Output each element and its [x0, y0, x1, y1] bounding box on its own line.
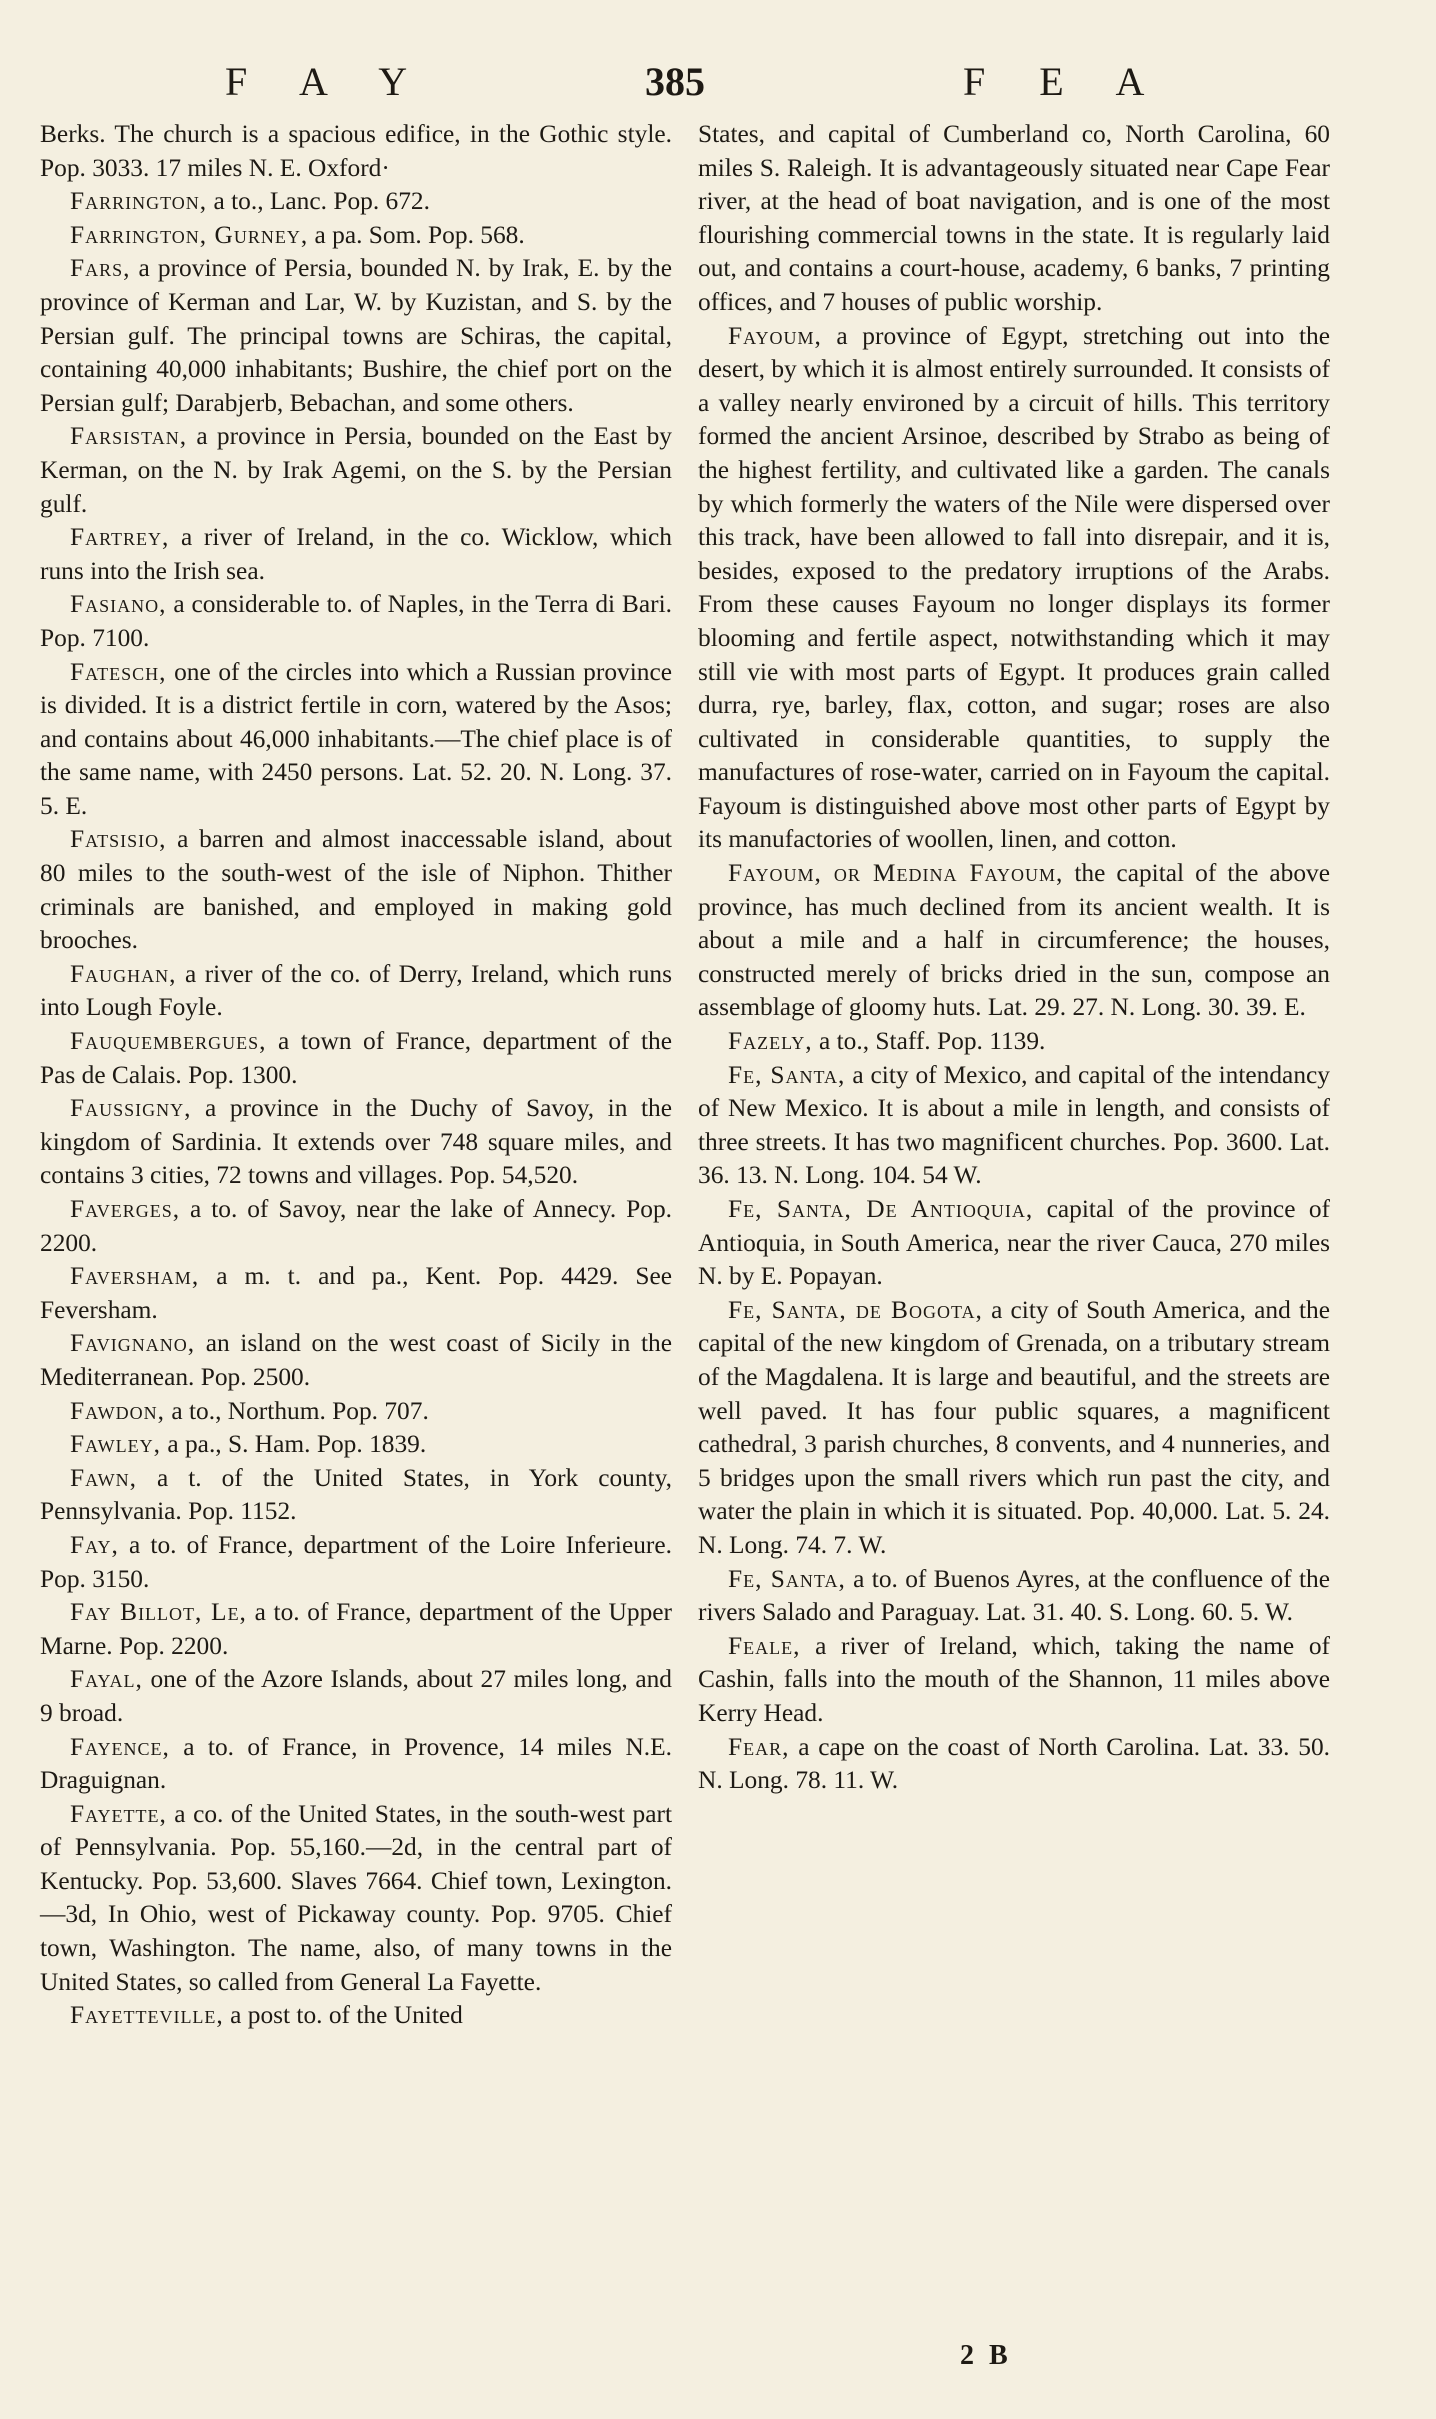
entry-text: the capital of the above province, has much declined from its ancient wealth. It is about a mile and a half in circumference; the houses, constructed merely of bricks dried in the sun, compose an assemblage of gloomy huts. Lat. 29. 27. N. Long. 30. 39. E. — [698, 859, 1330, 1022]
gazetteer-entry — [40, 958, 672, 1025]
entry-headword: Faverges, — [70, 1195, 181, 1223]
entry-headword: Fayoum, or Medina Fayoum, — [728, 859, 1064, 888]
gazetteer-entry — [698, 1193, 1330, 1294]
entry-headword: Faughan, — [70, 959, 177, 988]
gazetteer-entry — [40, 185, 672, 219]
entry-headword: Fawley, — [70, 1430, 162, 1459]
entry-text: a province of Egypt, stretching out into the desert, by which it is almost entirely surrounded. It consists of a valley nearly environed by a circuit of hills. This territory formed the ancient Arsinoe, described by Strabo as being of the highest fertility, and cultivated like a garden. The canals by which formerly the waters of the Nile were dispersed over this track, have been allowed to fall into disrepair, and it is, besides, exposed to the predatory irruptions of the Arabs. From these causes Fayoum no longer displays its former blooming and fertile aspect, notwithstanding which it may still vie with most parts of Egypt. It produces grain called durra, rye, barley, flax, cotton, and sugar; roses are also cultivated in considerable quantities, to supply the manufactures of rose-water, carried on in Fayoum the capital. Fayoum is distinguished above most other parts of Egypt by its manufactories of woollen, linen, and cotton. — [698, 321, 1330, 854]
entry-text: a city of South America, and the capital of the new kingdom of Grenada, on a tributary stream of the Magdalena. It is large and beautiful, and the streets are well paved. It has four public squares, a magnificent cathedral, 3 parish churches, 8 convents, and 4 nunneries, and 5 bridges upon the small rivers which run past the city, and water the plain in which it is situated. Pop. 40,000. Lat. 5. 24. N. Long. 74. 7. W. — [698, 1295, 1331, 1559]
gazetteer-entry — [40, 252, 672, 420]
entry-text: a considerable to. of Naples, in the Terra di Bari. Pop. 7100. — [40, 590, 672, 652]
entry-headword: Fay, — [70, 1530, 119, 1559]
gazetteer-entry — [40, 1092, 672, 1193]
gazetteer-entry — [40, 1596, 672, 1663]
gazetteer-entry — [698, 1025, 1330, 1059]
entry-headword: Feale, — [728, 1631, 801, 1660]
entry-headword: Farrington, — [70, 187, 208, 216]
entry-headword: Fe, Santa, — [728, 1564, 846, 1593]
right-column — [698, 118, 1330, 1798]
gazetteer-entry — [40, 1999, 672, 2033]
gazetteer-entry — [40, 219, 672, 253]
entry-headword: Fay Billot, Le, — [70, 1598, 247, 1627]
gazetteer-entry — [698, 1059, 1330, 1193]
gazetteer-entry — [698, 1731, 1330, 1798]
entry-headword: Fayette, — [70, 1799, 167, 1828]
entry-headword: Fatesch, — [70, 657, 167, 686]
gazetteer-entry — [40, 1428, 672, 1462]
header-left-guide-word: F A Y — [225, 59, 430, 104]
gazetteer-entry — [40, 1193, 672, 1260]
entry-text: an island on the west coast of Sicily in the Mediterranean. Pop. 2500. — [40, 1329, 672, 1391]
entry-text: a co. of the United States, in the south-west part of Pennsylvania. Pop. 55,160.—2d, in the central part of Kentucky. Pop. 53,600. Slaves 7664. Chief town, Lexington.—3d, In Ohio, west of Pickaway county. Pop. 9705. Chief town, Washington. The name, also, of many towns in the United States, so called from General La Fayette. — [40, 1799, 672, 1996]
entry-headword: Fauquembergues, — [70, 1027, 267, 1056]
entry-headword: Fazely, — [728, 1027, 813, 1056]
entry-text: a to., Lanc. Pop. 672. — [207, 187, 430, 216]
gazetteer-entry — [40, 656, 672, 824]
page-number: 385 — [645, 59, 705, 104]
entry-text: Berks. The church is a spacious edifice, in the Gothic style. Pop. 3033. 17 miles N. E. Oxford· — [40, 120, 672, 182]
entry-headword: Fe, Santa, — [728, 1060, 846, 1089]
entry-text: a to., Staff. Pop. 1139. — [812, 1027, 1046, 1056]
entry-text: a m. t. and pa., Kent. Pop. 4429. See Feversham. — [40, 1262, 672, 1324]
gazetteer-entry — [40, 1462, 672, 1529]
running-header — [0, 58, 1436, 106]
entry-text: States, and capital of Cumberland co, North Carolina, 60 miles S. Raleigh. It is advantageously situated near Cape Fear river, at the head of boat navigation, and is one of the most flourishing commercial towns in the state. It is regularly laid out, and contains a court-house, academy, 6 banks, 7 printing offices, and 7 houses of public worship. — [698, 120, 1330, 316]
gazetteer-entry — [40, 823, 672, 957]
gazetteer-entry — [40, 588, 672, 655]
gazetteer-entry — [698, 857, 1330, 1025]
entry-headword: Fe, Santa, De Antioquia, — [728, 1195, 1034, 1223]
gazetteer-entry — [698, 1563, 1330, 1630]
entry-text: a river of Ireland, in the co. Wicklow, which runs into the Irish sea. — [40, 523, 672, 585]
entry-headword: Favignano, — [70, 1329, 196, 1358]
entry-headword: Fawn, — [70, 1463, 138, 1492]
entry-text: a barren and almost inaccessable island, about 80 miles to the south-west of the isle of Niphon. Thither criminals are banished, and employed in making gold brooches. — [40, 825, 672, 955]
gazetteer-entry — [40, 1025, 672, 1092]
entry-headword: Fatsisio, — [70, 825, 167, 854]
entry-text: a to. of France, in Provence, 14 miles N.E. Draguignan. — [40, 1732, 672, 1795]
entry-text: a to. of France, department of the Upper Marne. Pop. 2200. — [40, 1598, 673, 1660]
entry-text: a pa., S. Ham. Pop. 1839. — [161, 1430, 427, 1459]
entry-headword: Fars, — [70, 254, 131, 283]
entry-text: a province in Persia, bounded on the East by Kerman, on the N. by Irak Agemi, on the S. by the Persian gulf. — [40, 422, 672, 518]
signature-mark: 2 B — [960, 2340, 1012, 2371]
gazetteer-entry — [40, 1260, 672, 1327]
gazetteer-entry — [698, 1294, 1330, 1563]
left-column — [40, 118, 672, 2033]
entry-headword: Faversham, — [70, 1262, 200, 1291]
entry-text: a pa. Som. Pop. 568. — [308, 220, 525, 249]
entry-headword: Fayoum, — [728, 321, 822, 350]
gazetteer-entry — [40, 1529, 672, 1596]
gazetteer-entry — [40, 1327, 672, 1394]
gazetteer-entry — [698, 118, 1330, 320]
entry-text: a province in the Duchy of Savoy, in the kingdom of Sardinia. It extends over 748 square miles, and contains 3 cities, 72 towns and villages. Pop. 54,520. — [40, 1094, 672, 1190]
entry-text: capital of the province of Antioquia, in South America, near the river Cauca, 270 miles N. by E. Popayan. — [698, 1195, 1331, 1291]
gazetteer-entry — [40, 118, 672, 185]
entry-headword: Farrington, Gurney, — [70, 220, 309, 249]
entry-text: a town of France, department of the Pas de Calais. Pop. 1300. — [40, 1027, 672, 1089]
entry-headword: Fawdon, — [70, 1396, 166, 1425]
gazetteer-entry — [40, 1663, 672, 1730]
entry-headword: Fartrey, — [70, 523, 170, 552]
entry-headword: Farsistan, — [70, 422, 188, 451]
entry-text: a river of Ireland, which, taking the name of Cashin, falls into the mouth of the Shannon, 11 miles above Kerry Head. — [698, 1631, 1330, 1727]
gazetteer-entry — [40, 521, 672, 588]
entry-text: a post to. of the United — [223, 2001, 463, 2030]
entry-text: one of the Azore Islands, about 27 miles long, and 9 broad. — [40, 1665, 672, 1727]
entry-text: one of the circles into which a Russian province is divided. It is a district fertile in corn, watered by the Asos; and contains about 46,000 inhabitants.—The chief place is of the same name, with 2450 persons. Lat. 52. 20. N. Long. 37. 5. E. — [40, 657, 672, 820]
entry-text: a to. of Buenos Ayres, at the confluence of the rivers Salado and Paraguay. Lat. 31. 40. S. Long. 60. 5. W. — [698, 1564, 1330, 1627]
entry-text: a to. of France, department of the Loire Inferieure. Pop. 3150. — [40, 1530, 672, 1593]
gazetteer-entry — [40, 1798, 672, 2000]
entry-text: a cape on the coast of North Carolina. Lat. 33. 50. N. Long. 78. 11. W. — [698, 1732, 1330, 1795]
gazetteer-entry — [40, 1395, 672, 1429]
header-right-guide-word: F E A — [963, 59, 1167, 104]
entry-text: a t. of the United States, in York county, Pennsylvania. Pop. 1152. — [40, 1463, 672, 1526]
gazetteer-entry — [40, 420, 672, 521]
entry-headword: Fasiano, — [70, 590, 167, 619]
gazetteer-entry — [698, 1630, 1330, 1731]
entry-text: a city of Mexico, and capital of the intendancy of New Mexico. It is about a mile in length, and consists of three streets. It has two magnificent churches. Pop. 3600. Lat. 36. 13. N. Long. 104. 54 W. — [698, 1060, 1330, 1190]
entry-headword: Fe, Santa, de Bogota, — [728, 1295, 983, 1324]
entry-headword: Fear, — [728, 1732, 790, 1761]
entry-text: a province of Persia, bounded N. by Irak, E. by the province of Kerman and Lar, W. by Kuzistan, and S. by the Persian gulf. The principal towns are Schiras, the capital, containing 40,000 inhabitants; Bushire, the chief port on the Persian gulf; Darabjerb, Bebachan, and some others. — [40, 254, 672, 417]
entry-headword: Fayal, — [70, 1665, 143, 1694]
entry-headword: Faussigny, — [70, 1094, 192, 1123]
entry-headword: Fayence, — [70, 1732, 170, 1761]
entry-text: a to., Northum. Pop. 707. — [165, 1396, 429, 1425]
gazetteer-entry — [40, 1731, 672, 1798]
entry-text: a to. of Savoy, near the lake of Annecy. Pop. 2200. — [40, 1195, 672, 1257]
entry-headword: Fayetteville, — [70, 2001, 224, 2030]
entry-text: a river of the co. of Derry, Ireland, which runs into Lough Foyle. — [40, 959, 672, 1022]
gazetteer-entry — [698, 320, 1330, 858]
